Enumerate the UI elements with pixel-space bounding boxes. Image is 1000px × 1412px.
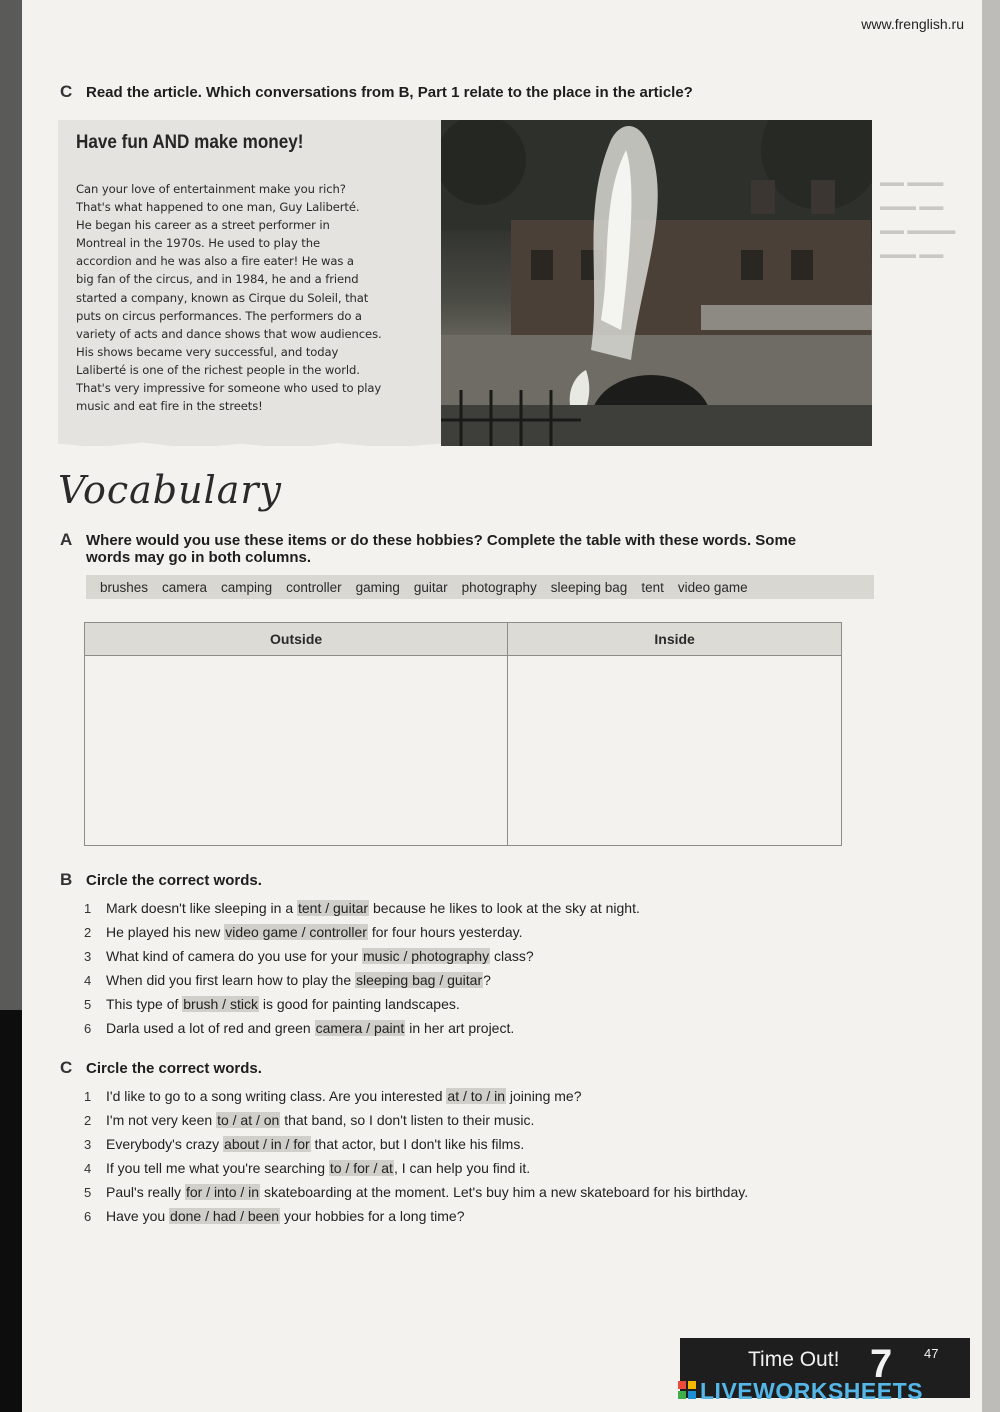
article-line: variety of acts and dance shows that wow audiences.	[76, 326, 382, 341]
answer-choice[interactable]: tent / guitar	[298, 900, 369, 916]
item-number: 2	[84, 924, 92, 940]
spine-shadow	[0, 1010, 22, 1412]
answer-choice[interactable]: done / had / been	[170, 1208, 280, 1224]
item-number: 5	[84, 996, 92, 1012]
answer-choice[interactable]: video game / controller	[225, 924, 367, 940]
item-text-before: This type of	[106, 996, 179, 1012]
item-text-after: skateboarding at the moment. Let's buy him a new skateboard for his birthday.	[263, 1184, 749, 1200]
inside-answer-cell[interactable]	[508, 656, 842, 846]
item-number: 1	[84, 1088, 92, 1104]
bleed-through-text: ▬▬ ▬▬▬ ▬▬▬ ▬▬ ▬▬ ▬▬▬▬ ▬▬▬ ▬▬	[880, 175, 956, 261]
answer-choice[interactable]: brush / stick	[183, 996, 258, 1012]
item-text-before: If you tell me what you're searching	[106, 1160, 326, 1176]
item-text-after: because he likes to look at the sky at night.	[372, 900, 640, 916]
list-item	[84, 1132, 748, 1156]
section-letter: A	[60, 530, 73, 549]
item-text-after: joining me?	[509, 1088, 582, 1104]
article-body	[76, 180, 428, 415]
word-bank-item: controller	[286, 579, 342, 595]
vocabulary-heading: Vocabulary	[58, 468, 283, 512]
section-a-heading	[60, 530, 796, 566]
item-number: 1	[84, 900, 92, 916]
item-number: 6	[84, 1020, 92, 1036]
section-instruction: Circle the correct words.	[86, 872, 262, 889]
word-bank	[86, 575, 874, 599]
page-spine-left	[0, 0, 22, 1412]
list-item	[84, 944, 640, 968]
liveworksheets-watermark[interactable]	[700, 1378, 923, 1405]
article-line: big fan of the circus, and in 1984, he and a friend	[76, 272, 359, 287]
page-number: 47	[924, 1346, 939, 1361]
item-number: 5	[84, 1184, 92, 1200]
liveworksheets-logo-icon	[678, 1381, 696, 1399]
article-line: He began his career as a street performer in	[76, 218, 330, 233]
article-line: That's what happened to one man, Guy Laliberté.	[76, 200, 360, 215]
item-text-after: your hobbies for a long time?	[283, 1208, 465, 1224]
section-letter: B	[60, 870, 73, 889]
photo-illustration	[441, 120, 872, 446]
table-header-inside: Inside	[508, 623, 842, 656]
outside-inside-table	[84, 622, 842, 846]
word-bank-item: tent	[641, 579, 664, 595]
article-line: His shows became very successful, and today	[76, 344, 339, 359]
section-letter: C	[60, 1058, 73, 1077]
item-number: 3	[84, 1136, 92, 1152]
answer-choice[interactable]: music / photography	[363, 948, 490, 964]
list-item	[84, 1016, 640, 1040]
answer-choice[interactable]: to / for / at	[329, 1160, 393, 1176]
list-item	[84, 920, 640, 944]
item-text-after: that actor, but I don't like his films.	[314, 1136, 525, 1152]
list-item	[84, 992, 640, 1016]
word-bank-item: guitar	[413, 579, 448, 595]
article-line: Laliberté is one of the richest people in the world.	[76, 362, 360, 377]
section-instruction: Circle the correct words.	[86, 1060, 262, 1077]
item-number: 4	[84, 1160, 92, 1176]
item-number: 3	[84, 948, 92, 964]
article-line: music and eat fire in the streets!	[76, 399, 263, 414]
website-url[interactable]: www.frenglish.ru	[861, 16, 964, 32]
word-bank-item: camera	[162, 579, 208, 595]
section-c-top-heading	[60, 82, 693, 102]
table-header-outside: Outside	[85, 623, 508, 656]
item-number: 2	[84, 1112, 92, 1128]
instruction-line: words may go in both columns.	[86, 549, 312, 566]
item-number: 6	[84, 1208, 92, 1224]
list-item	[84, 1108, 748, 1132]
item-text-before: Mark doesn't like sleeping in a	[106, 900, 294, 916]
item-text-before: I'd like to go to a song writing class. Are you interested	[106, 1088, 443, 1104]
answer-choice[interactable]: about / in / for	[224, 1136, 310, 1152]
word-bank-item: sleeping bag	[550, 579, 628, 595]
word-bank-item: brushes	[100, 579, 149, 595]
answer-choice[interactable]: at / to / in	[447, 1088, 506, 1104]
section-instruction	[86, 532, 796, 566]
item-text-before: Darla used a lot of red and green	[106, 1020, 311, 1036]
answer-choice[interactable]: for / into / in	[185, 1184, 260, 1200]
word-bank-item: video game	[677, 579, 748, 595]
section-c-heading	[60, 1058, 262, 1078]
article-line: Montreal in the 1970s. He used to play the	[76, 236, 321, 251]
article-line: started a company, known as Cirque du Soleil, that	[76, 290, 369, 305]
item-number: 4	[84, 972, 92, 988]
article-line: puts on circus performances. The performers do a	[76, 308, 362, 323]
section-letter: C	[60, 82, 73, 101]
item-text-before: Everybody's crazy	[106, 1136, 220, 1152]
list-item	[84, 1156, 748, 1180]
outside-answer-cell[interactable]	[85, 656, 508, 846]
fire-eater-photo	[441, 120, 872, 446]
word-bank-item: gaming	[355, 579, 400, 595]
article-line: Can your love of entertainment make you rich?	[76, 182, 346, 196]
book-title: Time Out!	[748, 1348, 840, 1371]
article-line: That's very impressive for someone who used to play	[76, 381, 382, 396]
word-bank-item: photography	[461, 579, 537, 595]
word-bank-item: camping	[221, 579, 273, 595]
item-text-after: for four hours yesterday.	[371, 924, 523, 940]
article-line: accordion and he was also a fire eater! He was a	[76, 254, 354, 269]
answer-choice[interactable]: sleeping bag / guitar	[356, 972, 483, 988]
item-text-before: Paul's really	[106, 1184, 182, 1200]
item-text-before: He played his new	[106, 924, 221, 940]
article-box	[58, 120, 442, 446]
item-text-before: When did you first learn how to play the	[106, 972, 352, 988]
list-item	[84, 896, 640, 920]
section-c-list	[84, 1084, 748, 1228]
page-spine-right	[982, 0, 1000, 1412]
item-text-after: in her art project.	[409, 1020, 515, 1036]
item-text-after: that band, so I don't listen to their music.	[284, 1112, 535, 1128]
unit-number: 7	[870, 1342, 893, 1386]
item-text-after: , I can help you find it.	[393, 1160, 531, 1176]
section-instruction: Read the article. Which conversations from B, Part 1 relate to the place in the article?	[86, 84, 693, 101]
answer-choice[interactable]: camera / paint	[315, 1020, 405, 1036]
list-item	[84, 968, 640, 992]
section-b-list	[84, 896, 640, 1040]
item-text-after: ?	[483, 972, 491, 988]
item-text-before: Have you	[106, 1208, 166, 1224]
item-text-after: is good for painting landscapes.	[262, 996, 460, 1012]
list-item	[84, 1180, 748, 1204]
list-item	[84, 1084, 748, 1108]
list-item	[84, 1204, 748, 1228]
watermark-text: LIVEWORKSHEETS	[700, 1378, 923, 1404]
item-text-before: I'm not very keen	[106, 1112, 213, 1128]
instruction-line: Where would you use these items or do these hobbies? Complete the table with these words. Some	[86, 532, 797, 549]
article-title: Have fun AND make money!	[76, 132, 304, 153]
item-text-after: class?	[493, 948, 534, 964]
item-text-before: What kind of camera do you use for your	[106, 948, 359, 964]
answer-choice[interactable]: to / at / on	[217, 1112, 280, 1128]
section-b-heading	[60, 870, 262, 890]
